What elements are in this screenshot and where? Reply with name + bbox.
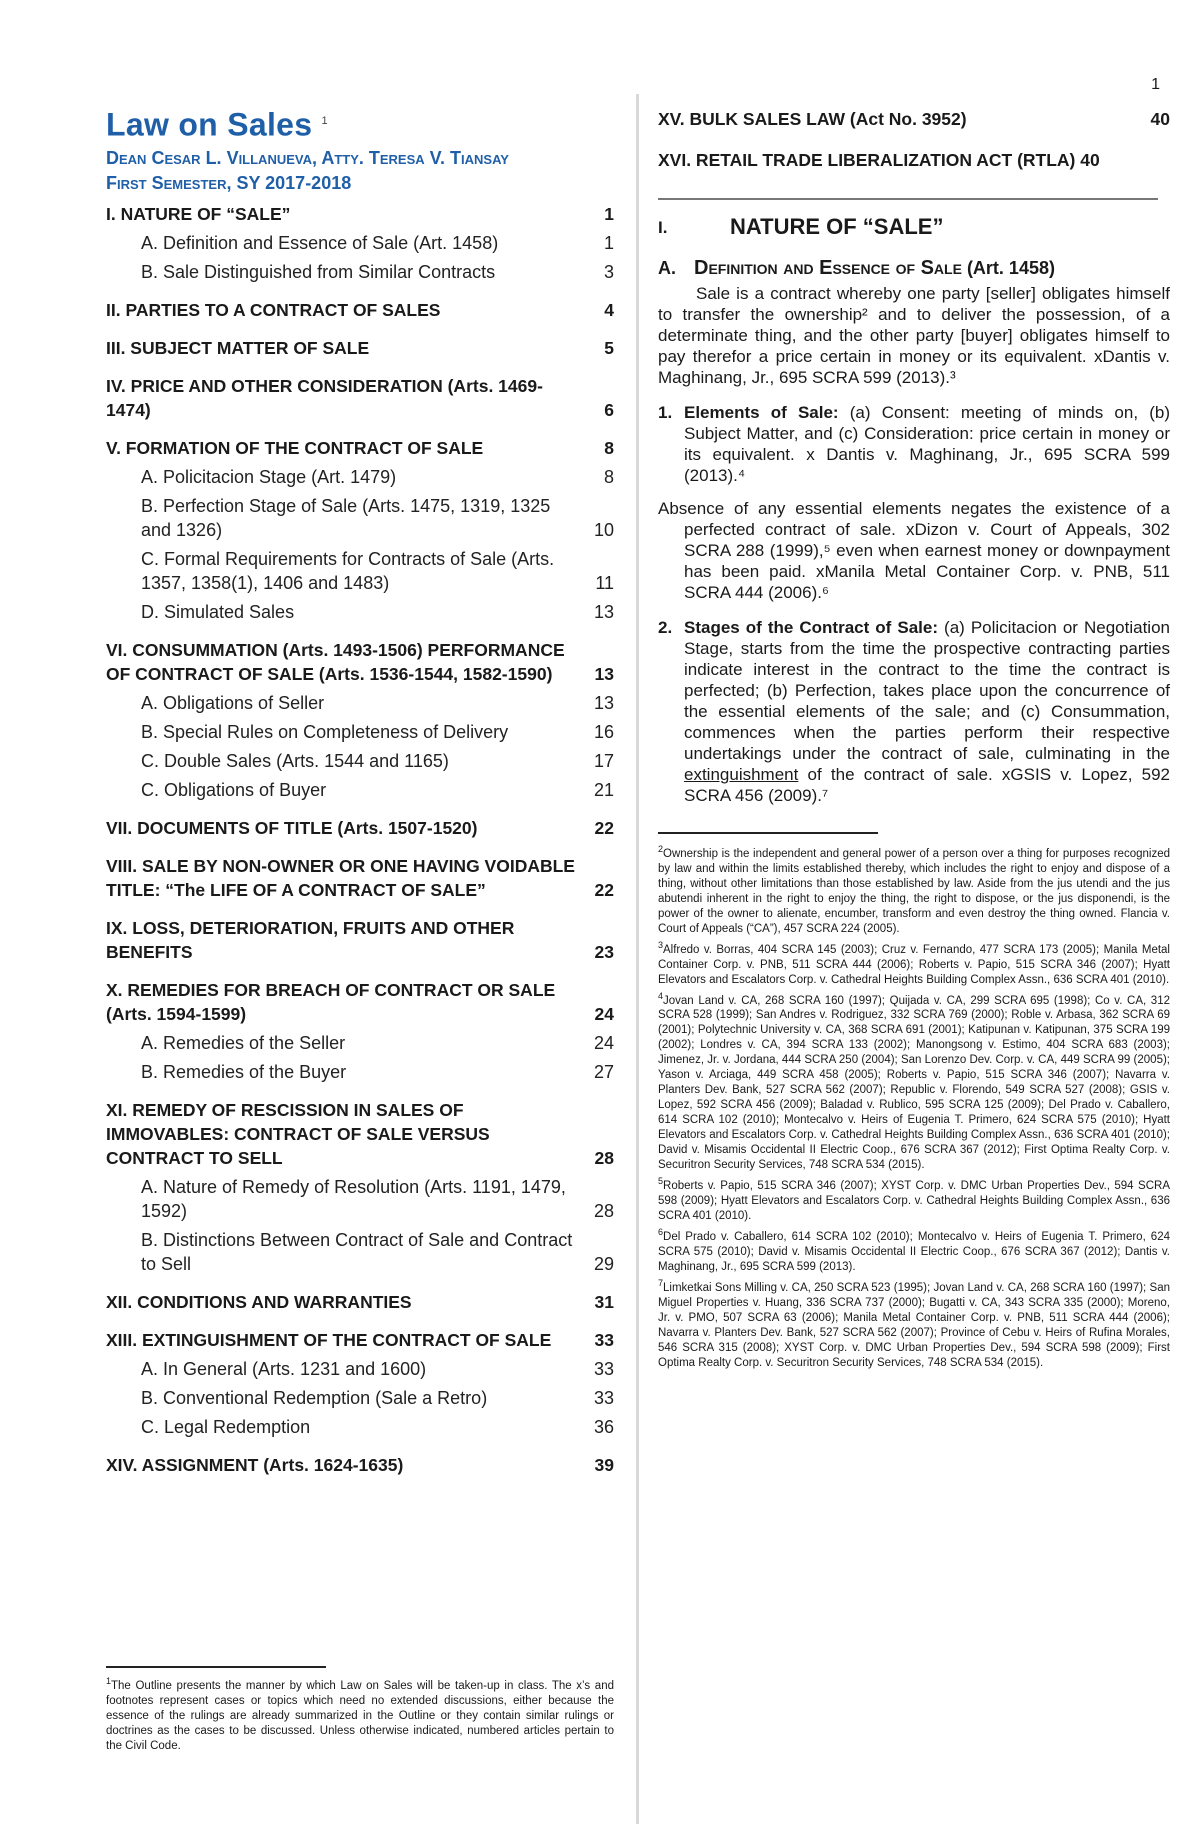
toc-page: 3 (603, 261, 614, 282)
toc-entry[interactable] (106, 1098, 614, 1170)
footnote-2 (658, 842, 1170, 937)
toc-entry[interactable] (106, 202, 614, 226)
footnote-6 (658, 1225, 1170, 1275)
item-text-end: of the contract of sale. xGSIS v. Lopez, 592 SCRA 456 (2009).⁷ (684, 765, 1170, 805)
footnote-mark: 4 (658, 990, 664, 1001)
item-text: (a) Consent: meeting of minds on, (b) Subject Matter, and (c) Consideration: price certain in money or its equivalent. x Dantis v. Maghinang, Jr., 695 SCRA 599 (2013).⁴ (684, 403, 1171, 485)
toc-label: C. Double Sales (Arts. 1544 and 1165) (141, 750, 449, 771)
toc-page: 33 (594, 1329, 614, 1350)
toc-entry[interactable] (106, 1060, 614, 1084)
footnotes-right (658, 832, 1170, 1371)
toc-page: 22 (594, 879, 614, 900)
toc-entry-bulk-sales[interactable] (658, 108, 1170, 131)
toc-label: A. Remedies of the Seller (141, 1032, 346, 1053)
toc-label: C. Obligations of Buyer (141, 779, 327, 800)
toc-label: B. Sale Distinguished from Similar Contracts (141, 261, 496, 282)
item-heading: Stages of the Contract of Sale: (684, 618, 938, 637)
absence-paragraph: Absence of any essential elements negates the existence of a perfected contract of sale. xDizon v. Court of Appeals, 302 SCRA 288 (1999),⁵ even when earnest money or downpayment has been paid. xManila Metal Container Corp. v. PNB, 511 SCRA 444 (2006).⁶ (658, 499, 1170, 602)
title-footnote-mark: 1 (321, 115, 328, 127)
section-heading (658, 214, 1170, 240)
toc-page: 8 (604, 437, 614, 458)
toc-page: 39 (594, 1454, 614, 1475)
toc-page: 10 (593, 519, 614, 540)
toc-page: 31 (594, 1291, 614, 1312)
toc-page: 13 (594, 663, 614, 684)
toc-label: D. Simulated Sales (141, 601, 295, 622)
toc-label: XV. BULK SALES LAW (Act No. 3952) (658, 109, 967, 129)
footnote-text: Ownership is the independent and general power of a person over a thing for purposes recognized by law and within the limits established thereby, which includes the right to enjoy and dispose of a thing, without other limitations than those established by law. Aside from the jus utendi and the jus abutendi inherent in the right to enjoy the thing, the right to dispose, or the jus disponendi, is the power of the owner to alienate, encumber, transform and even destroy the thing owned. Flancia v. Court of Appeals (“CA”), 457 SCRA 224 (2005). (658, 847, 1170, 935)
toc-page: 29 (593, 1253, 614, 1274)
toc-page: 28 (594, 1147, 614, 1168)
footnote-3 (658, 938, 1170, 988)
toc-entry[interactable] (106, 1290, 614, 1314)
item-text: (a) Policitacion or Negotiation Stage, starts from the time the prospective contracting parties indicate interest in the contract to the time the contract is perfected; (b) Perfection, takes place upon the concurrence of the essential elements of the sale; and (c) Consummation, commences when the parties perform their respective undertakings under the contract of sale, culminating in the (684, 618, 1170, 763)
list-item-elements (658, 402, 1170, 486)
toc-label: I. NATURE OF “SALE” (106, 203, 291, 224)
toc-label: IV. PRICE AND OTHER CONSIDERATION (Arts. 1469-1474) (106, 375, 543, 420)
toc-page: 21 (593, 779, 614, 800)
document-semester: First Semester, SY 2017-2018 (106, 172, 352, 193)
document-authors: Dean Cesar L. Villanueva, Atty. Teresa V. Tiansay (106, 147, 509, 168)
toc-page: 6 (604, 399, 614, 420)
section-title: NATURE OF “SALE” (730, 214, 944, 239)
toc-label: VII. DOCUMENTS OF TITLE (Arts. 1507-1520) (106, 817, 478, 838)
toc-page: 1 (604, 203, 614, 224)
footnote-rule (658, 832, 878, 834)
toc-entry[interactable] (106, 231, 614, 255)
toc-label: XVI. RETAIL TRADE LIBERALIZATION ACT (RTLA) 40 (658, 150, 1100, 170)
toc-page: 24 (594, 1003, 614, 1024)
footnote-mark: 1 (106, 1676, 112, 1686)
section-number: I. (658, 218, 668, 237)
toc-entry[interactable] (106, 465, 614, 489)
toc-page: 36 (593, 1416, 614, 1437)
toc-entry[interactable] (106, 436, 614, 460)
toc-label: A. Definition and Essence of Sale (Art. 1458) (141, 232, 499, 253)
item-heading: Elements of Sale: (684, 403, 839, 422)
footnotes-left (106, 1666, 614, 1754)
toc-label: XI. REMEDY OF RESCISSION IN SALES OF IMMOVABLES: CONTRACT OF SALE VERSUS CONTRACT TO SELL (106, 1099, 490, 1168)
subsection-key: A. (658, 258, 676, 278)
toc-entry[interactable] (106, 298, 614, 322)
toc-page: 1 (603, 232, 614, 253)
toc-page: 13 (593, 601, 614, 622)
footnote-mark: 3 (658, 939, 664, 950)
toc-label: A. Policitacion Stage (Art. 1479) (141, 466, 397, 487)
footnote-text: The Outline presents the manner by which Law on Sales will be taken-up in class. The x’s and footnotes represent cases or topics which need no extended discussions, either because the essence of the rulings are already summarized in the Outline or they contain similar rulings or doctrines as the cases to be discussed. Unless otherwise indicated, numbered articles pertain to the Civil Code. (106, 1679, 614, 1752)
toc-entry[interactable] (106, 374, 614, 422)
toc-page: 17 (593, 750, 614, 771)
toc-entry[interactable] (106, 1357, 614, 1381)
toc-entry[interactable] (106, 1453, 614, 1477)
footnote-mark: 2 (658, 844, 664, 854)
toc-page: 13 (593, 692, 614, 713)
toc-entry[interactable] (106, 816, 614, 840)
footnote-7 (658, 1276, 1170, 1371)
toc-label: B. Remedies of the Buyer (141, 1061, 347, 1082)
toc-entry[interactable] (106, 778, 614, 802)
toc-label: B. Distinctions Between Contract of Sale and Contract to Sell (141, 1229, 573, 1274)
title-text: Law on Sales (106, 106, 313, 143)
footnote-text: Jovan Land v. CA, 268 SCRA 160 (1997); Quijada v. CA, 299 SCRA 695 (1998); Co v. CA, 312 SCRA 528 (1999); San Andres v. Rodriguez, 332 SCRA 769 (2000); Roble v. Arbasa, 362 SCRA 69 (2001); Polytechnic University v. CA, 368 SCRA 691 (2001); Katipunan v. Katipunan, 375 SCRA 199 (2002); Londres v. CA, 394 SCRA 133 (2002); Manongsong v. Estimo, 404 SCRA 683 (2003); Jimenez, Jr. v. Jordana, 444 SCRA 250 (2004); San Lorenzo Dev. Corp. v. CA, 449 SCRA 99 (2005); Yason v. Arciaga, 449 SCRA 458 (2005); Roberts v. Papio, 515 SCRA 346 (2007); Navarra v. Planters Dev. Bank, 527 SCRA 562 (2007); Republic v. Florendo, 549 SCRA 527 (2008); GSIS v. Lopez, 592 SCRA 456 (2009); Baladad v. Rublico, 595 SCRA 125 (2009); Del Prado v. Caballero, 614 SCRA 102 (2010); Montecalvo v. Heirs of Eugenia T. Primero, 624 SCRA 575 (2010); Hyatt Elevators and Escalators Corp. v. Cathedral Heights Building Complex Assn., 636 SCRA 401 (2010); David v. Misamis Occidental II Electric Coop., 676 SCRA 367 (2012); First Optima Realty Corp. v. Securitron Security Services, 748 SCRA 534 (2015). (658, 994, 1170, 1172)
toc-label: X. REMEDIES FOR BREACH OF CONTRACT OR SALE (Arts. 1594-1599) (106, 979, 556, 1024)
footnote-text: Alfredo v. Borras, 404 SCRA 145 (2003); Cruz v. Fernando, 477 SCRA 173 (2005); Manila Metal Container Corp. v. PNB, 511 SCRA 444 (2006); Roberts v. Papio, 515 SCRA 346 (2007); Hyatt Elevators and Escalators Corp. v. Cathedral Heights Building Complex Assn., 636 SCRA 401 (2010). (658, 943, 1170, 986)
toc-label: XIV. ASSIGNMENT (Arts. 1624-1635) (106, 1454, 404, 1475)
toc-entry-rtla[interactable] (658, 149, 1170, 172)
toc-page: 33 (593, 1358, 614, 1379)
toc-label: C. Formal Requirements for Contracts of Sale (Arts. 1357, 1358(1), 1406 and 1483) (141, 548, 555, 593)
toc-page: 22 (594, 817, 614, 838)
toc-entry[interactable] (106, 720, 614, 744)
definition-paragraph: Sale is a contract whereby one party [seller] obligates himself to transfer the ownership² and to deliver the possession, of a determinate thing, and the other party [buyer] obligates himself to pay therefor a price certain in money or its equivalent. xDantis v. Maghinang, Jr., 695 SCRA 599 (2013).³ (658, 284, 1170, 387)
toc-label: XIII. EXTINGUISHMENT OF THE CONTRACT OF SALE (106, 1329, 552, 1350)
footnote-rule (106, 1666, 326, 1668)
toc-page: 16 (593, 721, 614, 742)
toc-label: XII. CONDITIONS AND WARRANTIES (106, 1291, 412, 1312)
toc-label: IX. LOSS, DETERIORATION, FRUITS AND OTHER BENEFITS (106, 917, 515, 962)
underlined-term: extinguishment (684, 765, 799, 784)
footnote-mark: 6 (658, 1227, 664, 1238)
toc-label: V. FORMATION OF THE CONTRACT OF SALE (106, 437, 484, 458)
toc-entry[interactable] (106, 854, 614, 902)
toc-entry[interactable] (106, 978, 614, 1026)
toc-page: 4 (604, 299, 614, 320)
toc-label: III. SUBJECT MATTER OF SALE (106, 337, 370, 358)
column-divider (636, 94, 639, 1824)
toc-entry[interactable] (106, 547, 614, 595)
subsection-heading (658, 258, 1170, 279)
toc-label: II. PARTIES TO A CONTRACT OF SALES (106, 299, 441, 320)
right-column (658, 108, 1170, 1371)
page-number: 1 (1151, 76, 1160, 93)
toc-entry[interactable] (106, 749, 614, 773)
toc-label: B. Conventional Redemption (Sale a Retro) (141, 1387, 488, 1408)
toc-label: VI. CONSUMMATION (Arts. 1493-1506) PERFORMANCE OF CONTRACT OF SALE (Arts. 1536-1544, 1582-1590) (106, 639, 565, 684)
toc-page: 5 (604, 337, 614, 358)
toc-entry[interactable] (106, 691, 614, 715)
toc-page: 8 (603, 466, 614, 487)
toc-label: VIII. SALE BY NON-OWNER OR ONE HAVING VOIDABLE TITLE: “The LIFE OF A CONTRACT OF SALE” (106, 855, 575, 900)
toc-entry[interactable] (106, 600, 614, 624)
toc-label: A. In General (Arts. 1231 and 1600) (141, 1358, 427, 1379)
toc-entry[interactable] (106, 1415, 614, 1439)
toc-entry[interactable] (106, 1031, 614, 1055)
footnote-4 (658, 989, 1170, 1174)
table-of-contents (106, 202, 614, 1477)
document-title (106, 104, 614, 142)
toc-entry[interactable] (106, 1328, 614, 1352)
footnote-5 (658, 1174, 1170, 1224)
toc-label: A. Obligations of Seller (141, 692, 325, 713)
left-column (106, 104, 614, 1477)
footnote-text: Del Prado v. Caballero, 614 SCRA 102 (2010); Montecalvo v. Heirs of Eugenia T. Primero, 624 SCRA 575 (2010); David v. Misamis Occidental II Electric Coop., 676 SCRA 367 (2012); Dantis v. Maghinang, Jr., 695 SCRA 599 (2013). (658, 1231, 1170, 1274)
toc-label: B. Perfection Stage of Sale (Arts. 1475, 1319, 1325 and 1326) (141, 495, 551, 540)
section-divider (658, 198, 1158, 200)
toc-page: 27 (593, 1061, 614, 1082)
footnote-1 (106, 1674, 614, 1754)
toc-page: 11 (595, 572, 614, 593)
item-number: 2. (658, 618, 673, 637)
toc-entry[interactable] (106, 260, 614, 284)
footnote-text: Limketkai Sons Milling v. CA, 250 SCRA 523 (1995); Jovan Land v. CA, 268 SCRA 160 (1997); San Miguel Properties v. Huang, 336 SCRA 737 (2000); Bugatti v. CA, 343 SCRA 335 (2000); Moreno, Jr. v. PMO, 507 SCRA 63 (2006); Manila Metal Container Corp. v. PNB, 511 SCRA 444 (2006); Navarra v. Planters Dev. Bank, 527 SCRA 562 (2007); Province of Cebu v. Heirs of Rufina Morales, 546 SCRA 315 (2008); XYST Corp. v. DMC Urban Properties Dev., 594 SCRA 598 (2009); First Optima Realty Corp. v. Securitron Security Services, 748 SCRA 534 (2015). (658, 1281, 1170, 1369)
toc-entry[interactable] (106, 916, 614, 964)
toc-page: 28 (593, 1200, 614, 1221)
toc-entry[interactable] (106, 638, 614, 686)
footnote-text: Roberts v. Papio, 515 SCRA 346 (2007); XYST Corp. v. DMC Urban Properties Dev., 594 SCRA 598 (2009); Hyatt Elevators and Escalators Corp. v. Cathedral Heights Building Complex Assn., 636 SCRA 401 (2010). (658, 1180, 1170, 1223)
toc-entry[interactable] (106, 494, 614, 542)
toc-entry[interactable] (106, 336, 614, 360)
subsection-article: (Art. 1458) (966, 258, 1055, 278)
toc-label: B. Special Rules on Completeness of Delivery (141, 721, 509, 742)
toc-page: 33 (593, 1387, 614, 1408)
footnote-list (658, 842, 1170, 1371)
toc-entry[interactable] (106, 1386, 614, 1410)
footnote-mark: 5 (658, 1176, 664, 1187)
toc-page: 40 (1150, 109, 1170, 129)
toc-entry[interactable] (106, 1228, 614, 1276)
toc-page: 24 (593, 1032, 614, 1053)
toc-label: C. Legal Redemption (141, 1416, 311, 1437)
toc-label: A. Nature of Remedy of Resolution (Arts. 1191, 1479, 1592) (141, 1176, 566, 1221)
subsection-title: Definition and Essence of Sale (694, 257, 962, 279)
footnote-mark: 7 (658, 1278, 664, 1289)
list-item-stages (658, 617, 1170, 806)
toc-page: 23 (594, 941, 614, 962)
item-number: 1. (658, 403, 673, 422)
toc-entry[interactable] (106, 1175, 614, 1223)
